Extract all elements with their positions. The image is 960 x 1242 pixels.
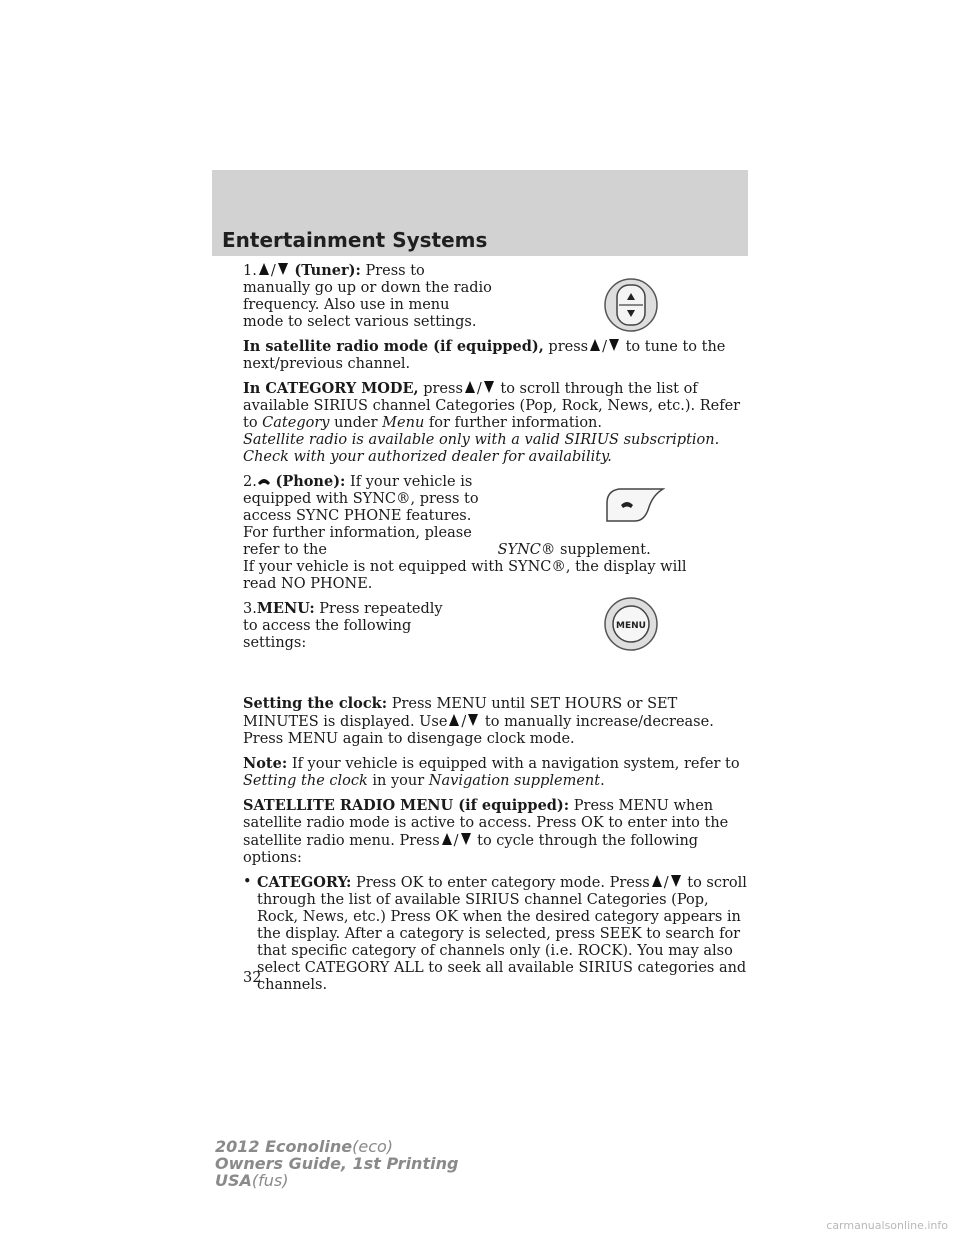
text: Press MENU until SET HOURS or SET MINUTES is displayed. Use: [243, 696, 678, 730]
page-content: [243, 262, 748, 1001]
category-bullet: [243, 874, 748, 994]
footer-region-code: (fus): [251, 1171, 289, 1190]
note-paragraph: [243, 755, 748, 790]
footer-code: (eco): [352, 1137, 394, 1156]
reference: Setting the clock: [243, 773, 368, 789]
watermark: carmanualsonline.info: [826, 1219, 948, 1232]
reference: Menu: [382, 415, 425, 431]
text: to manually increase/decrease. Press MENU again to disengage clock mode.: [243, 714, 714, 747]
footer-printing: Owners Guide, 1st Printing: [215, 1154, 459, 1173]
slash: /: [461, 714, 467, 730]
reference: Category: [262, 415, 330, 431]
sync-reference: SYNC®: [497, 542, 556, 558]
text: .: [600, 773, 605, 789]
menu-paragraph: [243, 600, 458, 652]
menu-button-label: MENU: [616, 621, 646, 631]
slash: /: [663, 875, 669, 891]
arrow-down-icon: [482, 380, 496, 394]
satellite-menu-paragraph: [243, 797, 748, 867]
no-sync-text: If your vehicle is not equipped with SYNC®, the display will read NO PHONE.: [243, 559, 687, 592]
bullet: •: [243, 874, 252, 890]
slash: /: [453, 833, 459, 849]
slash: /: [602, 339, 607, 355]
arrow-down-icon: [669, 874, 683, 888]
tuner-paragraph: [243, 262, 493, 331]
no-sync-paragraph: [243, 559, 723, 593]
note-label: Note:: [243, 755, 288, 772]
phone-paragraph: [243, 473, 748, 559]
text: under: [334, 415, 378, 431]
footer: [215, 1138, 458, 1189]
satellite-note: [243, 432, 748, 466]
arrow-down-icon: [607, 338, 621, 352]
text: press: [423, 381, 463, 397]
text: in your: [372, 773, 425, 789]
text: Press OK to enter category mode. Press: [355, 875, 650, 891]
page-number: 32: [243, 970, 262, 986]
footer-model: 2012 Econoline: [215, 1137, 353, 1156]
reference: Navigation supplement: [428, 773, 601, 789]
tuner-text: Press to manually go up or down the radio frequency. Also use in menu mode to select various settings.: [243, 263, 492, 330]
item-number: 1.: [243, 263, 257, 279]
arrow-down-icon: [459, 832, 473, 846]
text: supplement.: [560, 542, 651, 558]
text: If your vehicle is equipped with a navigation system, refer to: [291, 756, 740, 772]
arrow-up-icon: [588, 338, 602, 352]
arrow-up-icon: [447, 713, 461, 727]
text: to scroll through the list of available SIRIUS channel Categories (Pop, Rock, News, etc.) Press OK when the desired category appears in the display. After a category is selected, press SEEK to search for that specific category of channels only (i.e. ROCK). You may also select CATEGORY ALL to seek all available SIRIUS categories and channels.: [257, 875, 747, 993]
text: to scroll through the list of available SIRIUS channel Categories (Pop, Rock, News, etc.). Refer to: [243, 381, 741, 431]
category-mode-label: In CATEGORY MODE,: [243, 380, 419, 397]
section-header: [212, 170, 748, 256]
arrow-up-icon: [650, 874, 664, 888]
satellite-mode-paragraph: [243, 338, 748, 373]
item-number: 2.: [243, 474, 257, 490]
satellite-mode-label: In satellite radio mode (if equipped),: [243, 338, 544, 355]
phone-text: If your vehicle is equipped with SYNC®, press to access SYNC PHONE features. For further information, please refer to the: [243, 474, 479, 558]
clock-paragraph: [243, 695, 748, 748]
menu-label: MENU:: [256, 600, 315, 617]
slash: /: [270, 263, 276, 279]
arrow-up-icon: [440, 832, 454, 846]
satellite-menu-label: SATELLITE RADIO MENU (if equipped):: [243, 797, 570, 814]
arrow-up-icon: [463, 380, 477, 394]
item-number: 3.: [243, 601, 257, 617]
clock-label: Setting the clock:: [243, 695, 388, 712]
arrow-up-icon: [257, 262, 271, 276]
text: press: [548, 339, 589, 355]
phone-label: (Phone):: [275, 473, 346, 490]
text: Press MENU when satellite radio mode is active to access. Press OK to enter into the satellite radio menu. Press: [243, 798, 729, 849]
text: for further information.: [428, 415, 602, 431]
text: to cycle through the following options:: [243, 833, 699, 866]
footer-region: USA: [215, 1171, 252, 1190]
text: to tune to the next/previous channel.: [243, 339, 726, 372]
menu-text: Press repeatedly to access the following settings:: [243, 601, 443, 651]
satellite-note-text: Satellite radio is available only with a valid SIRIUS subscription. Check with your authorized dealer for availability.: [243, 432, 720, 465]
category-label: CATEGORY:: [257, 874, 352, 891]
arrow-down-icon: [276, 262, 290, 276]
section-title: Entertainment Systems: [222, 228, 488, 252]
slash: /: [476, 381, 482, 397]
category-mode-paragraph: [243, 380, 748, 432]
phone-icon: [257, 475, 271, 487]
tuner-label: (Tuner):: [294, 262, 361, 279]
arrow-down-icon: [466, 713, 480, 727]
